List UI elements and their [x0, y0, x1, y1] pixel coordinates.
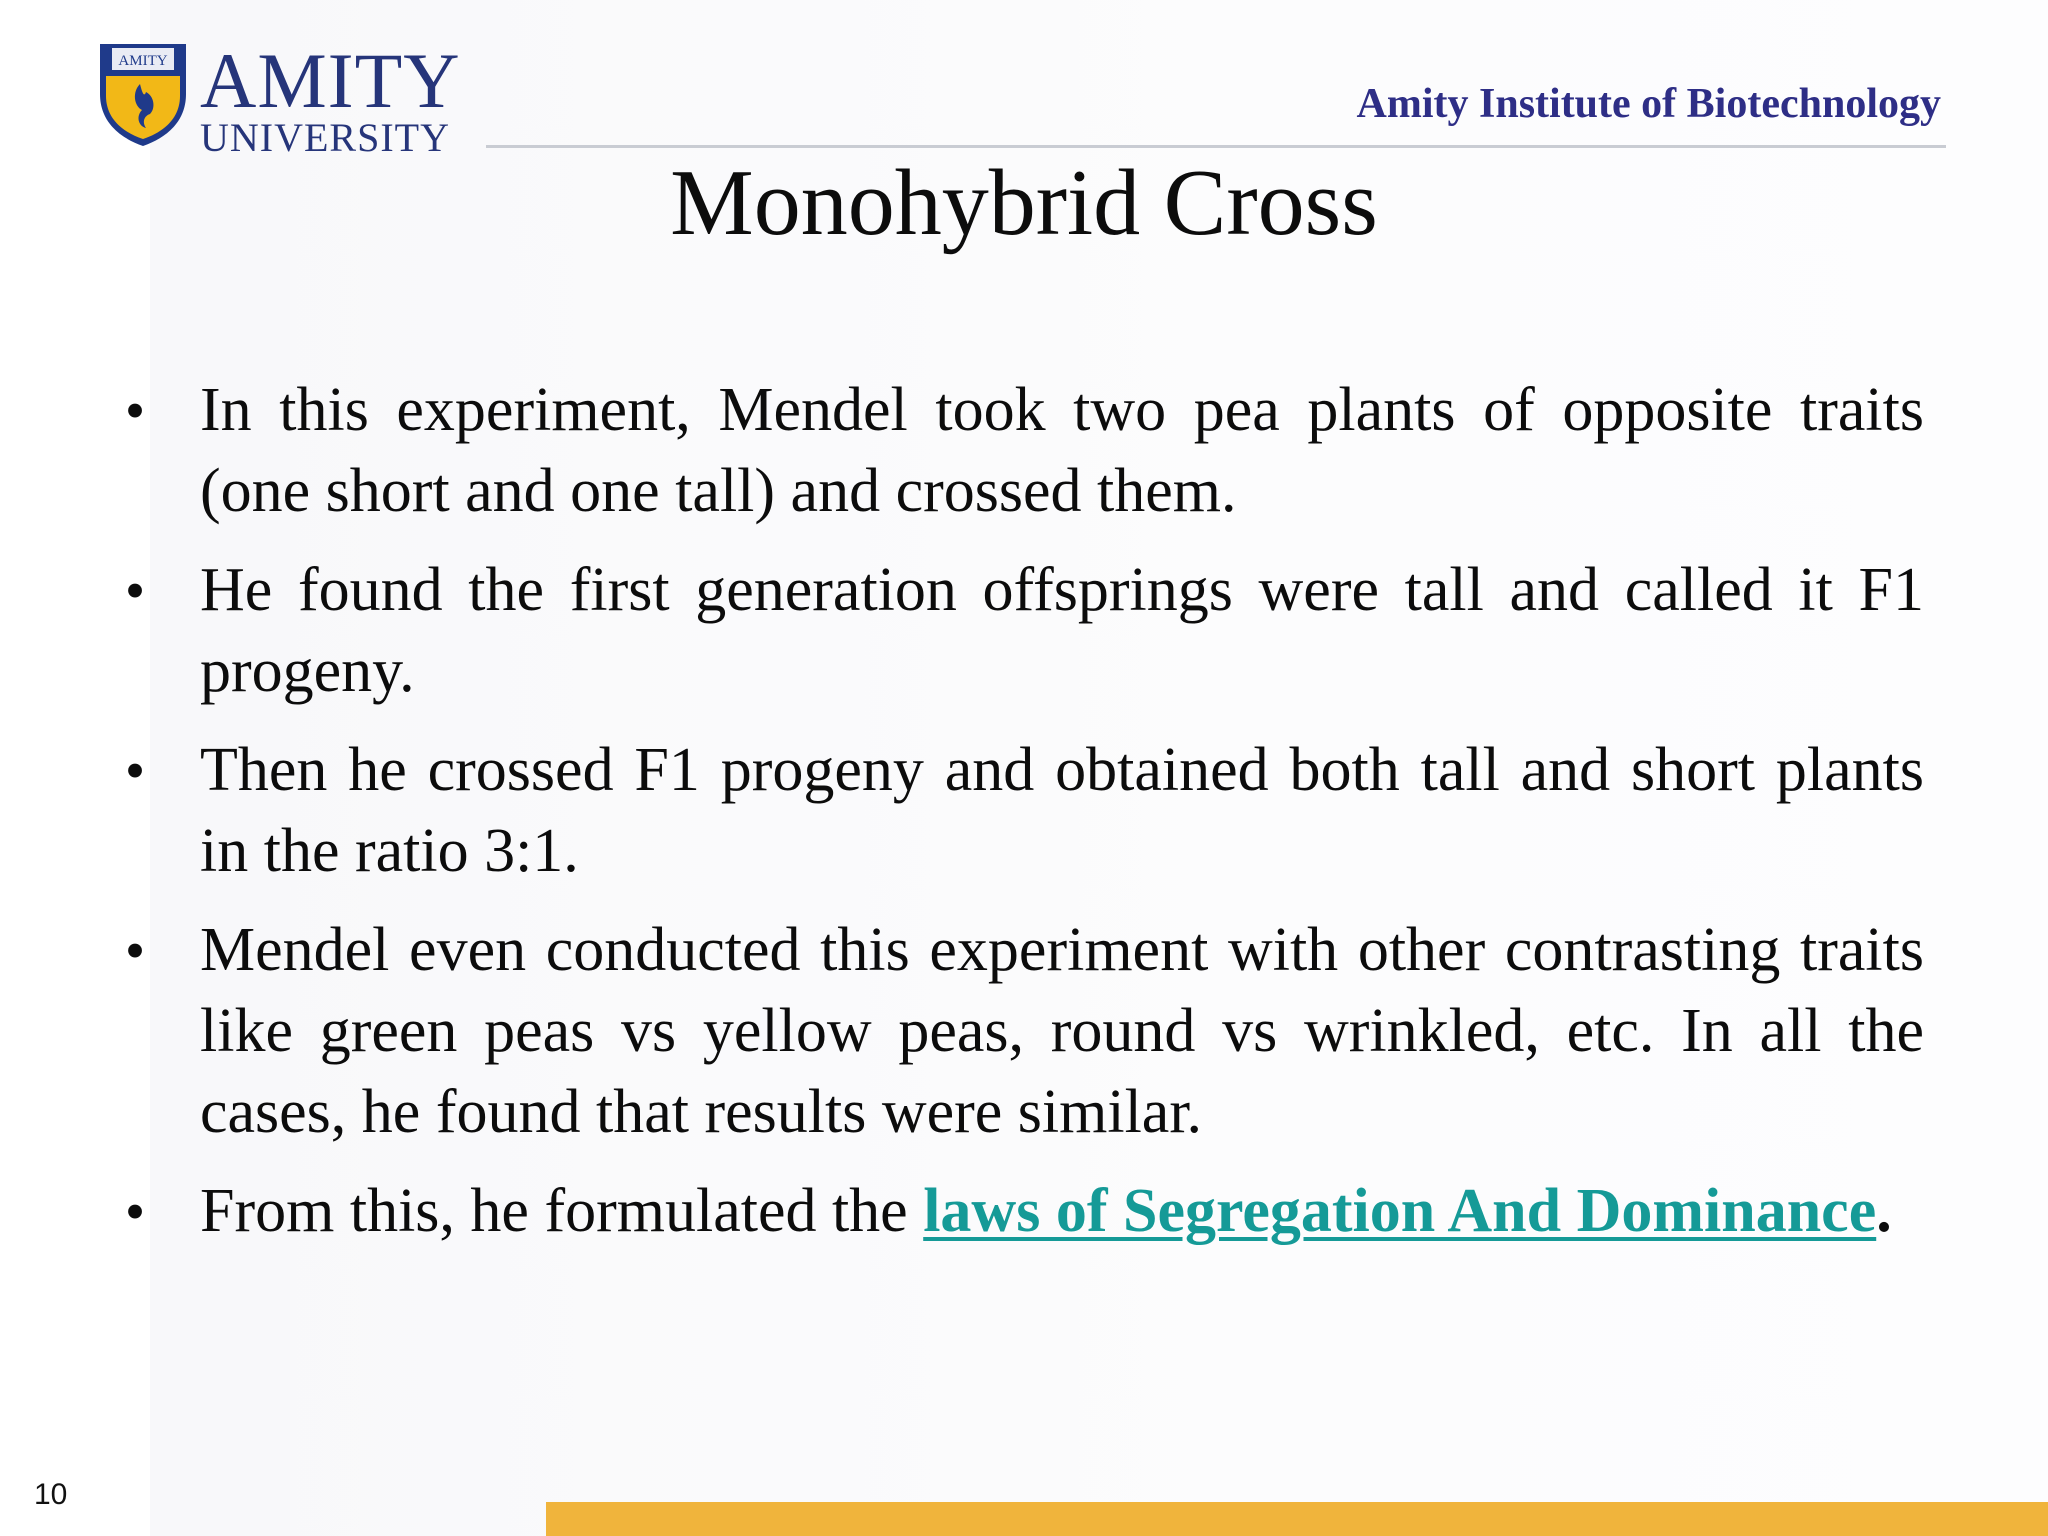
amity-university-logo	[96, 36, 461, 160]
bullet-glyph: •	[124, 378, 146, 443]
bullet-item	[120, 550, 1924, 712]
institute-name: Amity Institute of Biotechnology	[1356, 81, 1941, 127]
bullet-item	[120, 370, 1924, 532]
shield-crest-icon	[96, 36, 190, 148]
bullet-list	[120, 370, 1924, 1270]
bullet-glyph: •	[124, 738, 146, 803]
page-number: 10	[34, 1478, 68, 1511]
footer-accent-bar	[546, 1502, 2048, 1536]
bullet-item	[120, 910, 1924, 1153]
bullet-text-lead: From this, he formulated the	[200, 1177, 924, 1245]
bullet-glyph: •	[124, 918, 146, 983]
bullet-text-with-link	[200, 1171, 1924, 1252]
bullet-glyph: •	[124, 1179, 146, 1244]
bullet-text-suffix: .	[1876, 1177, 1892, 1245]
bullet-text: He found the first generation offsprings were tall and called it F1 progeny.	[200, 556, 1924, 705]
crest-text: AMITY	[118, 53, 168, 69]
bullet-text: Mendel even conducted this experiment with other contrasting traits like green peas vs yellow peas, round vs wrinkled, etc. In all the cases, he found that results were similar.	[200, 916, 1924, 1146]
bullet-item	[120, 730, 1924, 892]
logo-name: AMITY	[200, 37, 461, 124]
bullet-text: In this experiment, Mendel took two pea plants of opposite traits (one short and one tall) and crossed them.	[200, 376, 1924, 525]
logo-subname: UNIVERSITY	[200, 115, 450, 160]
slide-title: Monohybrid Cross	[670, 151, 1378, 255]
bullet-text: Then he crossed F1 progeny and obtained both tall and short plants in the ratio 3:1.	[200, 736, 1924, 885]
segregation-dominance-link[interactable]: laws of Segregation And Dominance	[923, 1177, 1877, 1245]
bullet-item	[120, 1171, 1924, 1252]
bullet-glyph: •	[124, 558, 146, 623]
